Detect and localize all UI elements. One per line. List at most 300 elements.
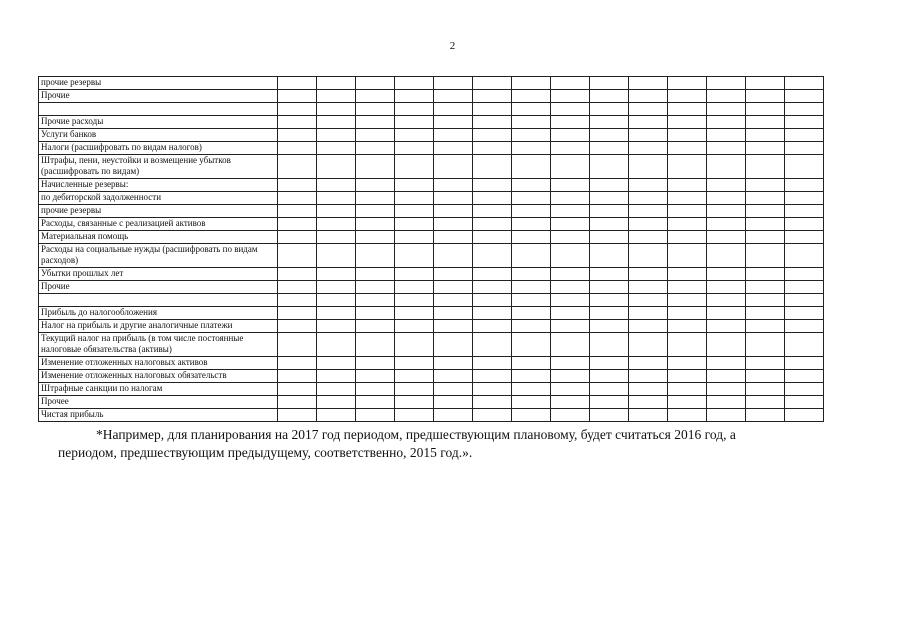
row-label: Чистая прибыль [39, 409, 278, 422]
value-cell [317, 218, 356, 231]
value-cell [512, 77, 551, 90]
row-label: Прочее [39, 396, 278, 409]
value-cell [785, 103, 824, 116]
value-cell [629, 231, 668, 244]
value-cell [512, 129, 551, 142]
value-cell [551, 333, 590, 357]
value-cell [473, 333, 512, 357]
value-cell [668, 281, 707, 294]
financial-plan-table [38, 76, 824, 422]
table-row [39, 281, 824, 294]
value-cell [629, 281, 668, 294]
value-cell [590, 179, 629, 192]
value-cell [668, 294, 707, 307]
value-cell [707, 77, 746, 90]
value-cell [473, 155, 512, 179]
page-number: 2 [449, 40, 456, 52]
value-cell [785, 218, 824, 231]
value-cell [278, 142, 317, 155]
table-row [39, 179, 824, 192]
value-cell [278, 90, 317, 103]
value-cell [551, 103, 590, 116]
value-cell [746, 103, 785, 116]
value-cell [512, 179, 551, 192]
value-cell [356, 218, 395, 231]
value-cell [434, 129, 473, 142]
value-cell [707, 155, 746, 179]
value-cell [590, 155, 629, 179]
value-cell [707, 103, 746, 116]
value-cell [512, 116, 551, 129]
value-cell [434, 192, 473, 205]
value-cell [278, 333, 317, 357]
value-cell [746, 77, 785, 90]
value-cell [512, 103, 551, 116]
value-cell [317, 179, 356, 192]
value-cell [434, 383, 473, 396]
table-row [39, 218, 824, 231]
value-cell [746, 129, 785, 142]
value-cell [668, 77, 707, 90]
value-cell [434, 116, 473, 129]
value-cell [629, 129, 668, 142]
value-cell [512, 396, 551, 409]
value-cell [473, 77, 512, 90]
value-cell [473, 244, 512, 268]
row-label: Начисленные резервы: [39, 179, 278, 192]
value-cell [707, 383, 746, 396]
value-cell [629, 409, 668, 422]
value-cell [668, 307, 707, 320]
row-label: Прочие [39, 281, 278, 294]
value-cell [317, 396, 356, 409]
value-cell [785, 116, 824, 129]
row-label: Материальная помощь [39, 231, 278, 244]
value-cell [551, 370, 590, 383]
value-cell [278, 103, 317, 116]
value-cell [551, 357, 590, 370]
value-cell [473, 383, 512, 396]
value-cell [512, 307, 551, 320]
value-cell [434, 307, 473, 320]
value-cell [707, 320, 746, 333]
value-cell [395, 333, 434, 357]
value-cell [395, 396, 434, 409]
value-cell [356, 192, 395, 205]
value-cell [590, 333, 629, 357]
table-row [39, 116, 824, 129]
value-cell [434, 205, 473, 218]
value-cell [356, 396, 395, 409]
row-label: Расходы на социальные нужды (расшифровать по видам расходов) [39, 244, 278, 268]
value-cell [434, 320, 473, 333]
value-cell [278, 268, 317, 281]
value-cell [356, 231, 395, 244]
value-cell [707, 142, 746, 155]
value-cell [746, 320, 785, 333]
value-cell [317, 281, 356, 294]
row-label: Прочие [39, 90, 278, 103]
table-row [39, 307, 824, 320]
value-cell [590, 370, 629, 383]
value-cell [317, 357, 356, 370]
row-label: Изменение отложенных налоговых активов [39, 357, 278, 370]
value-cell [629, 357, 668, 370]
value-cell [317, 307, 356, 320]
value-cell [785, 281, 824, 294]
value-cell [785, 333, 824, 357]
value-cell [707, 205, 746, 218]
row-label: по дебиторской задолженности [39, 192, 278, 205]
value-cell [395, 409, 434, 422]
value-cell [551, 116, 590, 129]
value-cell [551, 268, 590, 281]
value-cell [629, 294, 668, 307]
value-cell [356, 281, 395, 294]
table-row [39, 383, 824, 396]
value-cell [629, 383, 668, 396]
value-cell [434, 179, 473, 192]
value-cell [668, 218, 707, 231]
value-cell [512, 90, 551, 103]
value-cell [746, 357, 785, 370]
value-cell [590, 192, 629, 205]
value-cell [512, 244, 551, 268]
value-cell [317, 129, 356, 142]
value-cell [434, 103, 473, 116]
value-cell [512, 357, 551, 370]
value-cell [551, 179, 590, 192]
row-label [39, 103, 278, 116]
value-cell [317, 205, 356, 218]
value-cell [668, 129, 707, 142]
value-cell [278, 116, 317, 129]
value-cell [473, 294, 512, 307]
value-cell [317, 90, 356, 103]
value-cell [395, 179, 434, 192]
value-cell [668, 370, 707, 383]
value-cell [473, 409, 512, 422]
value-cell [629, 116, 668, 129]
value-cell [590, 320, 629, 333]
table-row [39, 320, 824, 333]
value-cell [317, 103, 356, 116]
value-cell [551, 383, 590, 396]
value-cell [590, 244, 629, 268]
value-cell [590, 218, 629, 231]
value-cell [434, 409, 473, 422]
value-cell [278, 307, 317, 320]
row-label: Штрафные санкции по налогам [39, 383, 278, 396]
value-cell [278, 155, 317, 179]
value-cell [356, 383, 395, 396]
value-cell [356, 116, 395, 129]
value-cell [785, 320, 824, 333]
value-cell [278, 383, 317, 396]
value-cell [512, 218, 551, 231]
value-cell [785, 396, 824, 409]
value-cell [434, 333, 473, 357]
value-cell [395, 357, 434, 370]
value-cell [629, 77, 668, 90]
value-cell [317, 116, 356, 129]
value-cell [668, 142, 707, 155]
value-cell [395, 231, 434, 244]
value-cell [746, 205, 785, 218]
value-cell [395, 244, 434, 268]
value-cell [473, 116, 512, 129]
value-cell [668, 333, 707, 357]
value-cell [590, 231, 629, 244]
value-cell [551, 192, 590, 205]
value-cell [356, 179, 395, 192]
value-cell [551, 281, 590, 294]
value-cell [746, 218, 785, 231]
value-cell [512, 294, 551, 307]
value-cell [512, 192, 551, 205]
value-cell [551, 307, 590, 320]
value-cell [356, 370, 395, 383]
value-cell [746, 294, 785, 307]
value-cell [785, 294, 824, 307]
value-cell [473, 192, 512, 205]
value-cell [512, 409, 551, 422]
value-cell [785, 179, 824, 192]
value-cell [707, 409, 746, 422]
value-cell [473, 357, 512, 370]
value-cell [356, 77, 395, 90]
value-cell [317, 333, 356, 357]
value-cell [473, 231, 512, 244]
table-row [39, 103, 824, 116]
table-body [39, 77, 824, 422]
value-cell [356, 244, 395, 268]
value-cell [746, 370, 785, 383]
value-cell [785, 90, 824, 103]
value-cell [473, 268, 512, 281]
value-cell [668, 396, 707, 409]
value-cell [707, 333, 746, 357]
value-cell [746, 192, 785, 205]
value-cell [668, 231, 707, 244]
value-cell [473, 205, 512, 218]
value-cell [707, 231, 746, 244]
value-cell [512, 268, 551, 281]
value-cell [512, 231, 551, 244]
table-row [39, 396, 824, 409]
value-cell [356, 142, 395, 155]
value-cell [785, 357, 824, 370]
value-cell [551, 129, 590, 142]
value-cell [278, 320, 317, 333]
value-cell [551, 77, 590, 90]
value-cell [395, 307, 434, 320]
value-cell [785, 268, 824, 281]
value-cell [590, 409, 629, 422]
value-cell [746, 281, 785, 294]
value-cell [278, 192, 317, 205]
value-cell [668, 192, 707, 205]
value-cell [278, 218, 317, 231]
value-cell [551, 231, 590, 244]
value-cell [512, 155, 551, 179]
value-cell [785, 192, 824, 205]
value-cell [746, 307, 785, 320]
value-cell [551, 142, 590, 155]
table-row [39, 129, 824, 142]
table-row [39, 357, 824, 370]
value-cell [395, 142, 434, 155]
value-cell [434, 77, 473, 90]
value-cell [512, 370, 551, 383]
value-cell [473, 370, 512, 383]
value-cell [785, 244, 824, 268]
value-cell [668, 357, 707, 370]
row-label: Услуги банков [39, 129, 278, 142]
value-cell [551, 396, 590, 409]
value-cell [746, 396, 785, 409]
value-cell [668, 155, 707, 179]
value-cell [473, 281, 512, 294]
value-cell [395, 383, 434, 396]
value-cell [629, 320, 668, 333]
value-cell [590, 142, 629, 155]
value-cell [395, 268, 434, 281]
value-cell [512, 281, 551, 294]
value-cell [629, 244, 668, 268]
value-cell [278, 396, 317, 409]
value-cell [278, 244, 317, 268]
table-row [39, 192, 824, 205]
footnote [58, 426, 848, 462]
value-cell [434, 231, 473, 244]
value-cell [785, 231, 824, 244]
value-cell [590, 90, 629, 103]
table-row [39, 231, 824, 244]
value-cell [317, 77, 356, 90]
row-label: Изменение отложенных налоговых обязательств [39, 370, 278, 383]
value-cell [785, 142, 824, 155]
value-cell [317, 244, 356, 268]
value-cell [356, 129, 395, 142]
value-cell [434, 218, 473, 231]
value-cell [590, 103, 629, 116]
value-cell [785, 307, 824, 320]
value-cell [551, 155, 590, 179]
value-cell [434, 370, 473, 383]
value-cell [629, 396, 668, 409]
value-cell [473, 90, 512, 103]
value-cell [551, 409, 590, 422]
table-row [39, 205, 824, 218]
value-cell [629, 103, 668, 116]
value-cell [356, 155, 395, 179]
value-cell [434, 155, 473, 179]
row-label: Налоги (расшифровать по видам налогов) [39, 142, 278, 155]
value-cell [590, 77, 629, 90]
value-cell [395, 218, 434, 231]
value-cell [356, 268, 395, 281]
value-cell [668, 116, 707, 129]
value-cell [629, 333, 668, 357]
value-cell [434, 396, 473, 409]
value-cell [785, 370, 824, 383]
value-cell [746, 268, 785, 281]
value-cell [746, 142, 785, 155]
value-cell [356, 103, 395, 116]
value-cell [746, 155, 785, 179]
value-cell [707, 357, 746, 370]
value-cell [356, 90, 395, 103]
value-cell [317, 231, 356, 244]
footnote-line-2: периодом, предшествующим предыдущему, соответственно, 2015 год.». [58, 445, 473, 460]
value-cell [590, 307, 629, 320]
value-cell [707, 192, 746, 205]
value-cell [746, 90, 785, 103]
value-cell [317, 383, 356, 396]
value-cell [590, 357, 629, 370]
value-cell [707, 396, 746, 409]
value-cell [395, 155, 434, 179]
value-cell [473, 320, 512, 333]
value-cell [707, 90, 746, 103]
value-cell [629, 90, 668, 103]
value-cell [278, 231, 317, 244]
value-cell [785, 383, 824, 396]
row-label: Расходы, связанные с реализацией активов [39, 218, 278, 231]
value-cell [512, 320, 551, 333]
value-cell [278, 294, 317, 307]
value-cell [278, 409, 317, 422]
value-cell [356, 205, 395, 218]
value-cell [395, 192, 434, 205]
value-cell [395, 77, 434, 90]
value-cell [746, 231, 785, 244]
value-cell [434, 142, 473, 155]
value-cell [473, 103, 512, 116]
value-cell [590, 383, 629, 396]
value-cell [590, 396, 629, 409]
value-cell [395, 294, 434, 307]
value-cell [629, 179, 668, 192]
row-label: прочие резервы [39, 205, 278, 218]
table-row [39, 268, 824, 281]
value-cell [395, 90, 434, 103]
value-cell [590, 268, 629, 281]
value-cell [395, 129, 434, 142]
value-cell [317, 370, 356, 383]
value-cell [785, 129, 824, 142]
value-cell [707, 218, 746, 231]
value-cell [512, 142, 551, 155]
value-cell [317, 155, 356, 179]
value-cell [551, 205, 590, 218]
value-cell [707, 129, 746, 142]
row-label: Прибыль до налогообложения [39, 307, 278, 320]
value-cell [434, 244, 473, 268]
table-row [39, 370, 824, 383]
value-cell [356, 333, 395, 357]
table-row [39, 90, 824, 103]
value-cell [785, 205, 824, 218]
value-cell [551, 294, 590, 307]
value-cell [317, 294, 356, 307]
value-cell [707, 370, 746, 383]
row-label: Прочие расходы [39, 116, 278, 129]
value-cell [551, 244, 590, 268]
value-cell [746, 383, 785, 396]
value-cell [746, 333, 785, 357]
